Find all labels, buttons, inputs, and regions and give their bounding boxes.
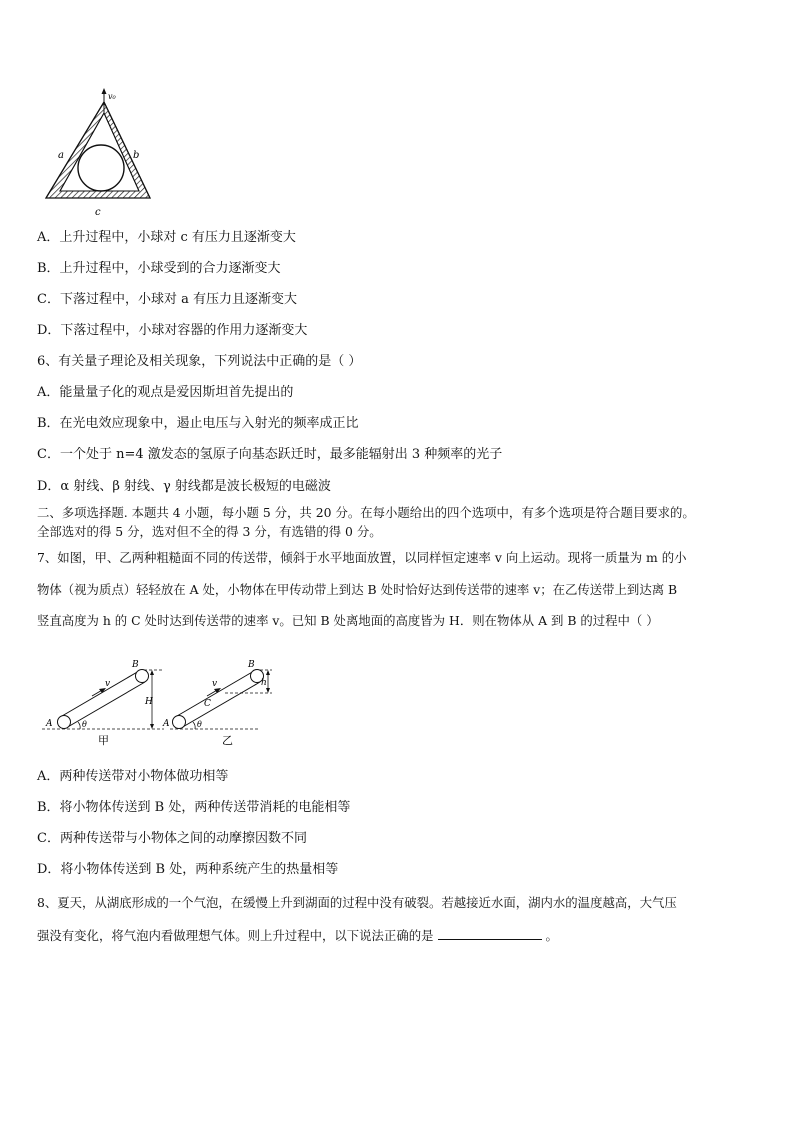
q8-line2-end: 。: [545, 928, 558, 943]
q7-line1: 7、如图，甲、乙两种粗糙面不同的传送带，倾斜于水平地面放置，以同样恒定速率 v 向上运动。现将一质量为 m 的小: [37, 550, 687, 565]
ball: [78, 145, 124, 191]
label-B-yi: B: [248, 660, 255, 670]
label-B-jia: B: [132, 660, 139, 670]
label-h: h: [261, 678, 267, 688]
label-b: b: [133, 150, 140, 161]
label-a: a: [58, 150, 64, 161]
q5-option-c: C．下落过程中，小球对 a 有压力且逐渐变大: [37, 292, 297, 307]
q7-option-a: A．两种传送带对小物体做功相等: [37, 769, 229, 784]
q7-option-d: D．将小物体传送到 B 处，两种系统产生的热量相等: [37, 862, 339, 877]
q7-option-c: C．两种传送带与小物体之间的动摩擦因数不同: [37, 831, 307, 846]
q6-option-a: A．能量量子化的观点是爱因斯坦首先提出的: [37, 385, 294, 400]
label-v-jia: v: [105, 679, 111, 689]
label-H: H: [145, 697, 153, 707]
label-theta-yi: θ: [197, 720, 202, 729]
section2-line1: 二、多项选择题. 本题共 4 小题，每小题 5 分，共 20 分。在每小题给出的四个选项中，有多个选项是符合题目要求的。: [37, 505, 695, 520]
q7-line3: 竖直高度为 h 的 C 处时达到传送带的速率 v。已知 B 处离地面的高度皆为 H．则在物体从 A 到 B 的过程中（ ）: [37, 613, 659, 628]
q7-option-b: B．将小物体传送到 B 处，两种传送带消耗的电能相等: [37, 800, 351, 815]
answer-blank[interactable]: [438, 927, 542, 940]
q8-line2: [37, 927, 764, 945]
q7-line2: 物体（视为质点）轻轻放在 A 处，小物体在甲传动带上到达 B 处时恰好达到传送带的速率 v；在乙传送带上到达离 B: [37, 582, 678, 597]
q5-option-a: A．上升过程中，小球对 c 有压力且逐渐变大: [37, 230, 296, 245]
q8-line2-text: 强没有变化，将气泡内看做理想气体。则上升过程中，以下说法正确的是: [37, 928, 434, 943]
label-C-yi: C: [204, 699, 211, 709]
q6-stem: 6、有关量子理论及相关现象，下列说法中正确的是（ ）: [37, 354, 362, 369]
belt-yi: [170, 670, 272, 730]
q8-line1: 8、夏天，从湖底形成的一个气泡，在缓慢上升到湖面的过程中没有破裂。若越接近水面，湖内水的温度越高，大气压: [37, 895, 677, 910]
label-theta-jia: θ: [82, 720, 87, 729]
label-v-yi: v: [212, 679, 218, 689]
label-A-yi: A: [163, 719, 170, 729]
label-v0: v₀: [108, 92, 116, 101]
q6-option-b: B．在光电效应现象中，遏止电压与入射光的频率成正比: [37, 416, 359, 431]
label-A-jia: A: [46, 719, 53, 729]
q5-option-d: D．下落过程中，小球对容器的作用力逐渐变大: [37, 323, 308, 338]
section2-line2: 全部选对的得 5 分，选对但不全的得 3 分，有选错的得 0 分。: [37, 524, 382, 539]
conveyor-belts-figure: [42, 656, 272, 746]
triangle-container-figure: [40, 88, 158, 218]
label-jia: 甲: [98, 734, 109, 746]
q6-option-d: D．α 射线、β 射线、γ 射线都是波长极短的电磁波: [37, 479, 331, 494]
label-c: c: [95, 207, 101, 218]
q5-option-b: B．上升过程中，小球受到的合力逐渐变大: [37, 261, 281, 276]
q6-option-c: C．一个处于 n=4 激发态的氢原子向基态跃迁时，最多能辐射出 3 种频率的光子: [37, 447, 503, 462]
label-yi: 乙: [222, 734, 233, 746]
